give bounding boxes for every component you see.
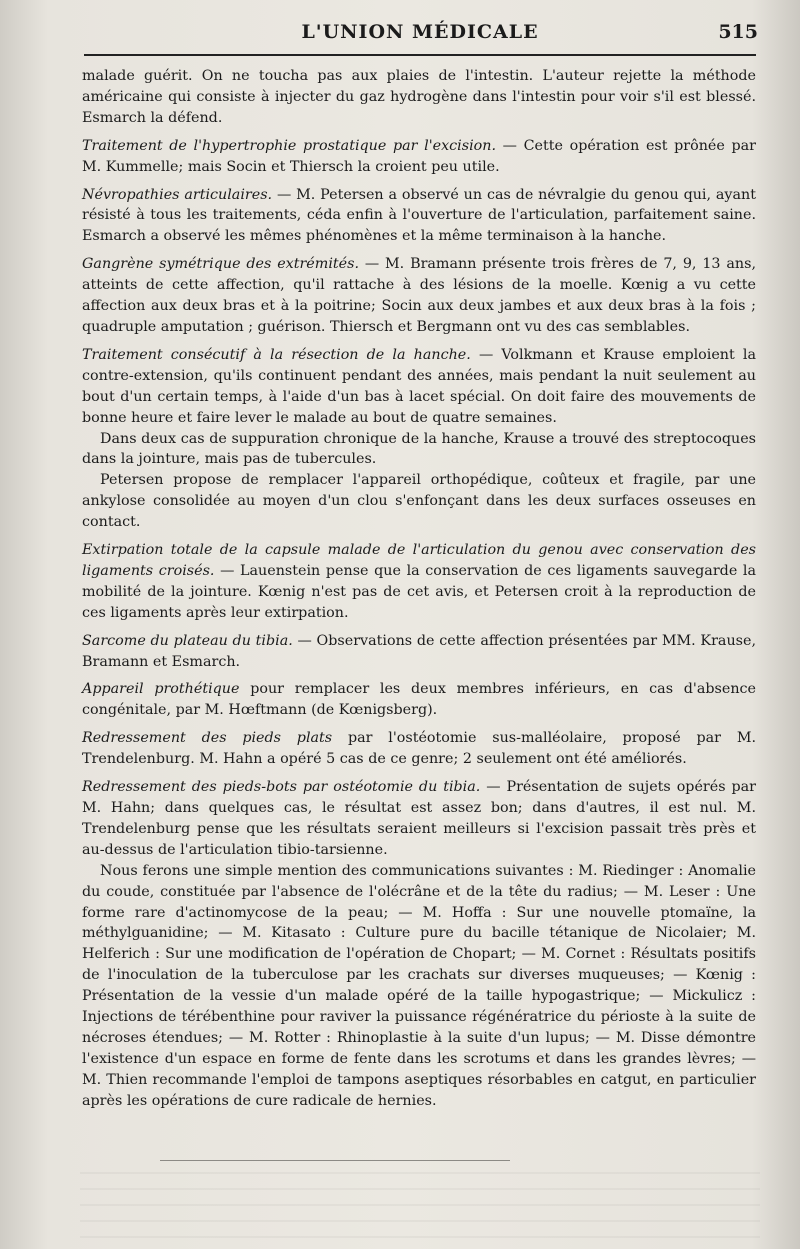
- paragraph-heading: Traitement consécutif à la résection de la hanche.: [82, 346, 471, 363]
- paragraph: [82, 777, 756, 861]
- paragraph-heading: Extirpation totale de la capsule malade de l'articulation du genou avec conservation des ligaments croisés.: [82, 542, 756, 579]
- paragraph-heading: Redressement des pieds plats: [82, 730, 333, 747]
- paragraph-text: — Présentation de sujets opérés par M. Hahn; dans quelques cas, le résultat est assez bon; dans d'autres, il est nul. M. Trendelenburg pense que les résultats seraient meilleurs si l'excision passait très près et au-dessus de l'articulation tibio-tarsienne.: [82, 779, 756, 858]
- paragraph-text: — Cette opération est prônée par M. Kummelle; mais Socin et Thiersch la croient peu utile.: [82, 137, 756, 175]
- paragraph-text: — M. Bramann présente trois frères de 7, 9, 13 ans, atteints de cette affection, qu'il rattache à des lésions de la moelle. Kœnig a vu cette affection aux deux bras et à la poitrine; Socin aux deux jambes et aux deux bras à la fois ; quadruple amputation ; guérison. Thiersch et Bergmann ont vu des cas semblables.: [82, 256, 756, 335]
- paragraph: [82, 66, 756, 129]
- paragraph: [82, 254, 756, 338]
- paragraph: [82, 345, 756, 429]
- paragraph: [82, 429, 756, 471]
- paragraph: [82, 185, 756, 248]
- paragraph-text: — Observations de cette affection présentées par MM. Krause, Bramann et Esmarch.: [82, 632, 756, 670]
- paragraph: [82, 861, 756, 1112]
- paragraph-text: pour remplacer les deux membres inférieurs, en cas d'absence congénitale, par M. Hœftmann (de Kœnigsberg).: [82, 681, 756, 719]
- paragraph-heading: Gangrène symétrique des extrémités.: [82, 256, 359, 273]
- paragraph-text: Dans deux cas de suppuration chronique de la hanche, Krause a trouvé des streptocoques dans la jointure, mais pas de tubercules.: [82, 430, 756, 468]
- paragraph: [82, 631, 756, 673]
- paragraph-text: Nous ferons une simple mention des communications suivantes : M. Riedinger : Anomalie du coude, constituée par l'absence de l'olécrâne et de la tête du radius; — M. Leser : Une forme rare d'actinomycose de la peau; — M. Hoffa : Sur une nouvelle ptomaïne, la méthylguanidine; — M. Kitasato : Culture pure du bacille tétanique de Nicolaier; M. Helferich : Sur une modification de l'opération de Chopart; — M. Cornet : Résultats positifs de l'inoculation de la tuberculose par les crachats sur diverses muqueuses; — Kœnig : Présentation de la vessie d'un malade opéré de la taille hypogastrique; — Mickulicz : Injections de térébenthine pour raviver la puissance régénératrice du périoste à la suite de nécroses étendues; — M. Rotter : Rhinoplastie à la suite d'un lupus; — M. Disse démontre l'existence d'un espace en forme de fente dans les scrotums et dans les grandes lèvres; — M. Thien recommande l'emploi de tampons aseptiques résorbables en catgut, en particulier après les opérations de cure radicale de hernies.: [82, 862, 756, 1109]
- paragraph: [82, 679, 756, 721]
- paragraph-heading: Redressement des pieds-bots par ostéotomie du tibia.: [82, 779, 481, 796]
- paragraph-text: malade guérit. On ne toucha pas aux plaies de l'intestin. L'auteur rejette la méthode américaine qui consiste à injecter du gaz hydrogène dans l'intestin pour voir s'il est blessé. Esmarch la défend.: [82, 68, 756, 126]
- paragraph-text: par l'ostéotomie sus-malléolaire, proposé par M. Trendelenburg. M. Hahn a opéré 5 cas de ce genre; 2 seulement ont été améliorés.: [82, 730, 757, 768]
- page-number: 515: [718, 21, 758, 43]
- paragraph: [82, 540, 756, 624]
- paragraph-heading: Appareil prothétique: [82, 681, 240, 698]
- paragraph-text: Petersen propose de remplacer l'appareil orthopédique, coûteux et fragile, par une ankylose consolidée au moyen d'un clou s'enfonçant dans les deux surfaces osseuses en contact.: [82, 472, 756, 531]
- paragraph-text: — Volkmann et Krause emploient la contre-extension, qu'ils continuent pendant des années, mais pendant la nuit seulement au bout d'un certain temps, à l'aide d'un bas à lacet spécial. On doit faire des mouvements de bonne heure et faire lever le malade au bout de quatre semaines.: [82, 346, 756, 426]
- paragraph: [82, 728, 756, 770]
- paragraph-heading: Névropathies articulaires.: [82, 186, 273, 203]
- paragraph-text: — Lauenstein pense que la conservation de ces ligaments sauvegarde la mobilité de la jointure. Kœnig n'est pas de cet avis, et Petersen croit à la reproduction de ces ligaments après leur extirpation.: [82, 562, 756, 621]
- paragraph-text: — M. Petersen a observé un cas de névralgie du genou qui, ayant résisté à tous les traitements, céda enfin à l'ouverture de l'articulation, parfaitement saine. Esmarch a observé les mêmes phénomènes et la même terminaison à la hanche.: [82, 186, 756, 245]
- article-body: [82, 66, 756, 1119]
- header-rule: [84, 54, 756, 56]
- paragraph: [82, 470, 756, 533]
- footer-rule: [160, 1160, 510, 1161]
- running-title: L'UNION MÉDICALE: [301, 21, 539, 43]
- paragraph: [82, 136, 756, 178]
- paragraph-heading: Traitement de l'hypertrophie prostatique par l'excision.: [82, 137, 497, 154]
- paragraph-heading: Sarcome du plateau du tibia.: [82, 632, 293, 649]
- bleed-through-area: [80, 1168, 760, 1238]
- page-header: [82, 18, 758, 52]
